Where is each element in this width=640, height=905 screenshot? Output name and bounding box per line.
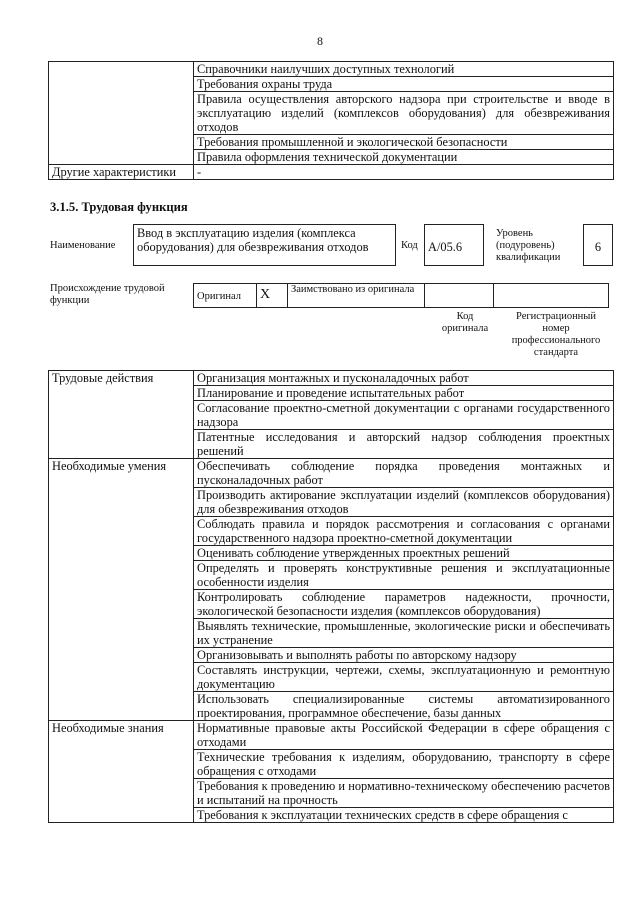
- list-item: Согласование проектно-сметной документации с органами государственного надзора: [194, 401, 614, 430]
- list-item: Организовывать и выполнять работы по авторскому надзору: [194, 648, 614, 663]
- list-item: Нормативные правовые акты Российской Федерации в сфере обращения с отходами: [194, 721, 614, 750]
- required-skills-section: [49, 459, 614, 721]
- section-label: Необходимые умения: [49, 459, 194, 721]
- list-item: Обеспечивать соблюдение порядка проведения монтажных и пусконаладочных работ: [194, 459, 614, 488]
- list-item: Составлять инструкции, чертежи, схемы, эксплуатационную и ремонтную документацию: [194, 663, 614, 692]
- list-item: Производить актирование эксплуатации изделий (комплексов оборудования) для обезвреживания отходов: [194, 488, 614, 517]
- other-characteristics-label: Другие характеристики: [49, 165, 194, 180]
- list-item: Оценивать соблюдение утвержденных проектных решений: [194, 546, 614, 561]
- list-item: Определять и проверять конструктивные решения и эксплуатационные особенности изделия: [194, 561, 614, 590]
- code-value-box: A/05.6: [424, 224, 484, 266]
- origin-label: Происхождение трудовой функции: [50, 283, 165, 306]
- page-number: 8: [317, 34, 323, 48]
- level-label: Уровень (подуровень) квалификации: [496, 228, 561, 263]
- name-label: Наименование: [50, 240, 116, 251]
- previous-function-table: [48, 61, 614, 180]
- required-knowledge-section: [49, 721, 614, 823]
- borrowed-label: Заимствовано из оригинала: [288, 284, 425, 308]
- level-value-box: 6: [583, 224, 613, 266]
- table-row: Правила оформления технической документации: [194, 150, 614, 165]
- code-original-caption: Код оригинала: [441, 311, 489, 334]
- section-label: Необходимые знания: [49, 721, 194, 823]
- list-item: Требования к эксплуатации технических средств в сфере обращения с: [194, 808, 614, 823]
- list-item: Соблюдать правила и порядок рассмотрения и согласования с органами государственного надзора проектно-сметной документации: [194, 517, 614, 546]
- reg-number-caption: Регистрационный номер профессионального стандарта: [511, 311, 601, 358]
- table-row: Требования охраны труда: [194, 77, 614, 92]
- section-label: Трудовые действия: [49, 371, 194, 459]
- list-item: Использовать специализированные системы автоматизированного проектирования, программное обеспечение, базы данных: [194, 692, 614, 721]
- list-item: Планирование и проведение испытательных работ: [194, 386, 614, 401]
- code-label: Код: [401, 240, 418, 251]
- list-item: Выявлять технические, промышленные, экологические риски и обеспечивать их устранение: [194, 619, 614, 648]
- table-row: Требования промышленной и экологической безопасности: [194, 135, 614, 150]
- competencies-table: [48, 370, 614, 823]
- table-row: Правила осуществления авторского надзора при строительстве и вводе в эксплуатацию изделий (комплексов оборудования) для обезвреживания отходов: [194, 92, 614, 135]
- original-mark: X: [257, 284, 288, 308]
- table-row: Справочники наилучших доступных технологий: [194, 62, 614, 77]
- list-item: Технические требования к изделиям, оборудованию, транспорту в сфере обращения с отходами: [194, 750, 614, 779]
- origin-table: [193, 283, 609, 308]
- original-label: Оригинал: [194, 284, 257, 308]
- section-heading: 3.1.5. Трудовая функция: [50, 200, 188, 214]
- function-name-box: Ввод в эксплуатацию изделия (комплекса оборудования) для обезвреживания отходов: [133, 224, 396, 266]
- other-characteristics-value: -: [194, 165, 614, 180]
- empty-label-cell: [49, 62, 194, 165]
- list-item: Контролировать соблюдение параметров надежности, прочности, экологической безопасности изделия (комплексов оборудования): [194, 590, 614, 619]
- code-original-cell: [425, 284, 494, 308]
- list-item: Требования к проведению и нормативно-техническому обеспечению расчетов и испытаний на прочность: [194, 779, 614, 808]
- labor-actions-section: [49, 371, 614, 459]
- reg-number-cell: [494, 284, 609, 308]
- list-item: Патентные исследования и авторский надзор соблюдения проектных решений: [194, 430, 614, 459]
- list-item: Организация монтажных и пусконаладочных работ: [194, 371, 614, 386]
